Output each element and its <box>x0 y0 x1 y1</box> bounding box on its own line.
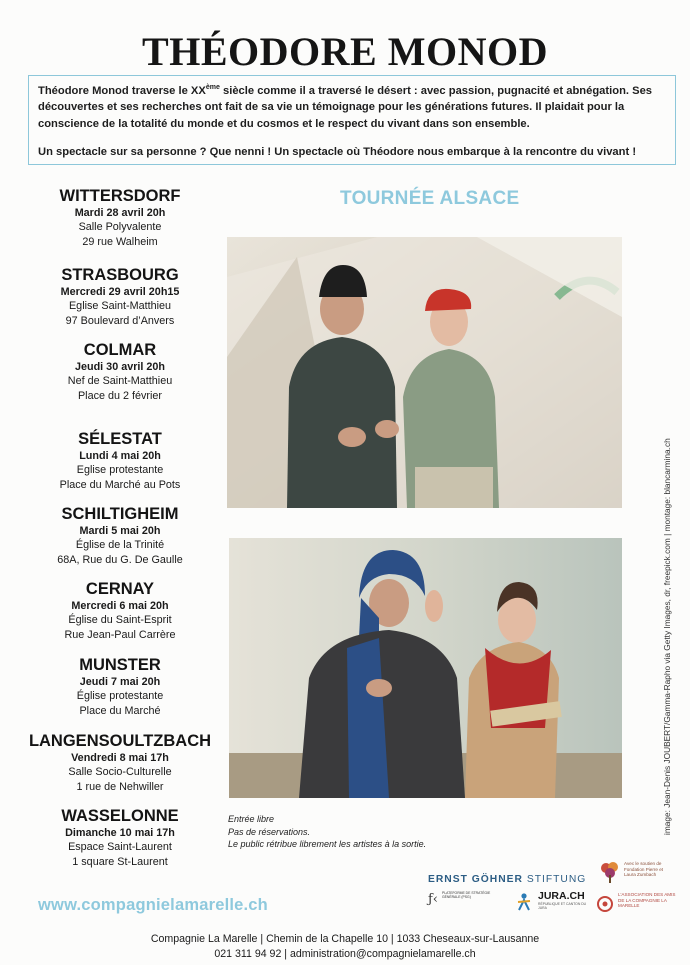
stop-city: MUNSTER <box>79 656 161 674</box>
tree-icon <box>598 860 622 884</box>
tour-stop <box>20 580 220 643</box>
pse-mark-icon: ƒ‹ <box>428 892 439 907</box>
stop-city: SCHILTIGHEIM <box>61 505 179 523</box>
photo-actors-desert-illustration <box>229 538 622 798</box>
stop-date: Jeudi 30 avril 20h <box>74 361 166 373</box>
logo-pse <box>428 890 503 912</box>
website-link[interactable]: www.compagnielamarelle.ch <box>38 896 268 914</box>
stop-address: 97 Boulevard d’Anvers <box>65 315 175 327</box>
stop-address: Place du Marché au Pots <box>59 479 181 491</box>
intro-tagline: Un spectacle sur sa personne ? Que nenni ! Un spectacle où Théodore nous embarque à la rencontre du vivant ! <box>38 146 637 159</box>
note-no-reservation: Pas de réservations. <box>228 826 311 837</box>
footer-contact <box>0 932 690 962</box>
foundation-text: Avec le soutien de Fondation Pierre et Laura Zumbach <box>624 861 664 878</box>
logo-ernst-goehner-stiftung: ERNST GÖHNER STIFTUNG <box>428 874 587 885</box>
logo-jura <box>514 890 589 912</box>
stop-venue: Salle Polyvalente <box>78 221 162 233</box>
stop-venue: Eglise protestante <box>76 464 164 476</box>
note-donation: Le public rétribue librement les artistes à la sortie. <box>228 839 427 849</box>
stop-venue: Salle Socio-Culturelle <box>68 766 172 778</box>
photo-actors-tent <box>227 237 622 508</box>
note-free-entry: Entrée libre <box>228 814 275 824</box>
stop-address: 29 rue Walheim <box>82 236 158 248</box>
jura-figure-icon <box>514 892 534 912</box>
photo-actors-tent-illustration <box>227 237 622 508</box>
stop-address: 68A, Rue du G. De Gaulle <box>57 554 183 566</box>
jura-subtitle: RÉPUBLIQUE ET CANTON DU JURA <box>538 902 587 910</box>
tour-stop <box>20 732 220 795</box>
stop-city: COLMAR <box>83 341 157 359</box>
tour-stop <box>20 807 220 870</box>
stop-city: CERNAY <box>85 580 155 598</box>
tour-stop <box>20 656 220 719</box>
tour-stop <box>20 430 220 493</box>
amis-text: L'ASSOCIATION DES AMIS DE LA COMPAGNIE LA MARELLE <box>618 892 676 908</box>
stop-date: Vendredi 8 mai 17h <box>71 752 169 764</box>
stop-date: Mardi 28 avril 20h <box>74 207 166 219</box>
stop-address: Place du Marché <box>79 705 161 717</box>
photo-actors-desert <box>229 538 622 798</box>
stop-city: SÉLESTAT <box>78 430 162 448</box>
stop-address: 1 rue de Nehwiller <box>76 781 164 793</box>
intro-box <box>28 75 676 165</box>
stop-date: Mardi 5 mai 20h <box>79 525 161 537</box>
stop-city: LANGENSOULTZBACH <box>28 732 212 750</box>
image-credit-text: image: Jean-Denis JOUBERT/Gamma-Rapho via Getty Images, dr, freepick.com | montage: blancarmina.ch <box>662 438 672 835</box>
stop-address: 1 square St-Laurent <box>72 856 168 868</box>
pse-text: PLATEFORME DE STRATÉGIE GÉNÉRALE (PSG) <box>442 891 491 900</box>
jura-name: JURA.CH <box>538 890 585 902</box>
tour-stop <box>20 187 220 250</box>
tour-stop <box>20 341 220 404</box>
tour-stop <box>20 266 220 329</box>
page-title: THÉODORE MONOD <box>142 29 548 74</box>
tour-stop <box>20 505 220 568</box>
stop-date: Mercredi 29 avril 20h15 <box>60 286 180 298</box>
stop-address: Place du 2 février <box>77 390 163 402</box>
footer-address: Compagnie La Marelle | Chemin de la Chapelle 10 | 1033 Cheseaux-sur-Lausanne <box>150 933 540 945</box>
footer-phone-email[interactable]: 021 311 94 92 | administration@compagnielamarelle.ch <box>214 947 476 960</box>
stop-date: Jeudi 7 mai 20h <box>79 676 161 688</box>
logo-amis-la-marelle <box>596 892 676 916</box>
stop-date: Lundi 4 mai 20h <box>79 450 161 462</box>
stop-venue: Nef de Saint-Matthieu <box>67 375 173 387</box>
stop-venue: Eglise Saint-Matthieu <box>68 300 172 312</box>
stop-date: Mercredi 6 mai 20h <box>71 600 169 612</box>
tour-heading: TOURNÉE ALSACE <box>340 188 520 209</box>
stop-venue: Espace Saint-Laurent <box>68 841 172 853</box>
attendance-notes <box>228 813 426 851</box>
stop-city: STRASBOURG <box>61 266 179 284</box>
stop-city: WITTERSDORF <box>59 187 181 205</box>
stop-venue: Église de la Trinité <box>75 539 165 551</box>
intro-text: Théodore Monod traverse le XXème siècle comme il a traversé le désert : avec passion, pugnacité et abnégation. Ses découvertes et ses recherches ont fait de sa vie un témoignage pour les générations futures. Il plaidait pour la conscience de la totalité du monde et du cosmos et le respect du vivant dans son ensemble. <box>38 84 653 130</box>
stop-city: WASSELONNE <box>61 807 179 825</box>
logo-fondation-zumbach <box>598 860 678 886</box>
stop-address: Rue Jean-Paul Carrère <box>64 629 176 641</box>
stop-venue: Église du Saint-Esprit <box>68 614 172 626</box>
stop-venue: Église protestante <box>76 690 164 702</box>
ring-icon <box>596 895 614 913</box>
stop-date: Dimanche 10 mai 17h <box>65 827 175 839</box>
